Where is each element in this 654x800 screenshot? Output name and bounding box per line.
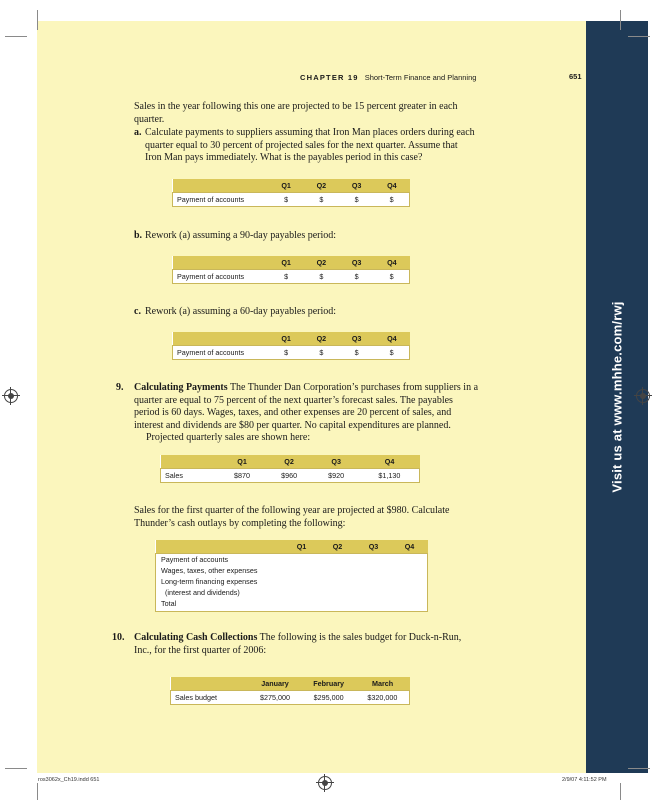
- outlay-row-label: Long-term financing expenses: [161, 577, 258, 586]
- q4-header: Q4: [387, 258, 397, 267]
- q4-header: Q4: [384, 457, 395, 466]
- q1-header: Q1: [281, 334, 291, 343]
- crop-mark: [5, 768, 27, 769]
- sales-row-label: Sales: [165, 471, 183, 480]
- registration-target-icon: [636, 389, 650, 403]
- answer-cell[interactable]: $: [389, 348, 394, 357]
- part-a-label: a.: [134, 127, 142, 138]
- answer-cell[interactable]: $: [319, 272, 324, 281]
- q4-header: Q4: [387, 334, 397, 343]
- sales-value: $870: [234, 471, 251, 480]
- q3-header: Q3: [351, 258, 362, 267]
- outlay-row-label: Payment of accounts: [161, 555, 229, 564]
- sales-value: $1,130: [378, 471, 401, 480]
- registration-target-icon: [4, 389, 18, 403]
- problem-10-body: The following is the sales budget for Duck-n-Run, Inc., for the first quarter of 2006:: [134, 632, 462, 656]
- q4-header: Q4: [387, 181, 397, 190]
- intro-paragraph: Sales in the year following this one are projected to be 15 percent greater in each quarter.: [134, 101, 458, 125]
- q1-header: Q1: [281, 181, 291, 190]
- crop-mark: [620, 783, 621, 800]
- problem-10-text: [134, 632, 479, 657]
- crop-mark: [628, 768, 650, 769]
- payments-table-c: [172, 332, 410, 360]
- problem-10-number: 10.: [112, 632, 125, 643]
- answer-cell[interactable]: $: [389, 195, 394, 204]
- part-c-text: Rework (a) assuming a 60-day payables period:: [145, 306, 337, 317]
- q2-header: Q2: [316, 181, 327, 190]
- slug-file: ros3062x_Ch19.indd 651: [38, 777, 100, 783]
- crop-mark: [628, 36, 650, 37]
- running-header: [300, 73, 476, 82]
- row-label: Payment of accounts: [177, 195, 245, 204]
- chapter-title: Short-Term Finance and Planning: [364, 73, 477, 82]
- answer-cell[interactable]: $: [319, 195, 324, 204]
- problem-9-title: Calculating Payments: [134, 382, 228, 393]
- crop-mark: [620, 10, 621, 30]
- q1-header: Q1: [281, 258, 291, 267]
- problem-9-number: 9.: [116, 382, 124, 393]
- budget-value: $275,000: [260, 693, 291, 702]
- row-label: Payment of accounts: [177, 348, 245, 357]
- slug-timestamp: 2/9/07 4:11:52 PM: [562, 777, 607, 783]
- part-b-label: b.: [134, 230, 143, 241]
- q2-header: Q2: [284, 457, 294, 466]
- problem-9-body: The Thunder Dan Corporation’s purchases from suppliers in a quarter are equal to 75 percent of the next quarter’s forecast sales. The payables period is 60 days. Wages, taxes, and other expenses are 20 percent of sales, and interest and dividends are $80 per quarter. No capital expenditures are planned.: [134, 382, 479, 431]
- answer-cell[interactable]: $: [354, 195, 359, 204]
- outlay-row-label: Wages, taxes, other expenses: [161, 566, 258, 575]
- page-number: 651: [569, 72, 582, 81]
- part-b-text: Rework (a) assuming a 90-day payables period:: [145, 230, 337, 241]
- q1-header: Q1: [296, 542, 307, 551]
- registration-target-icon: [318, 776, 332, 790]
- problem-9-projected-text: Projected quarterly sales are shown here:: [146, 432, 311, 443]
- q3-header: Q3: [351, 334, 362, 343]
- chapter-label: CHAPTER 19: [300, 73, 359, 82]
- sales-table: [160, 455, 420, 483]
- sales-value: $960: [281, 471, 298, 480]
- budget-row-label: Sales budget: [175, 693, 217, 702]
- answer-cell[interactable]: $: [284, 195, 289, 204]
- sales-budget-table: [170, 677, 410, 705]
- problem-9-followup: Sales for the first quarter of the following year are projected at $980. Calculate Thunder’s cash outlays by completing the following:: [134, 505, 450, 529]
- answer-cell[interactable]: $: [354, 348, 359, 357]
- problem-9-text: [134, 382, 479, 432]
- side-band-text: Visit us at www.mhhe.com/rwj: [609, 301, 625, 493]
- answer-cell[interactable]: $: [389, 272, 394, 281]
- q3-header: Q3: [331, 457, 341, 466]
- outlay-row-label: (interest and dividends): [165, 588, 240, 597]
- q3-header: Q3: [351, 181, 362, 190]
- crop-mark: [37, 10, 38, 30]
- february-header: February: [313, 679, 345, 688]
- cash-outlay-table: [155, 540, 428, 612]
- answer-cell[interactable]: $: [319, 348, 324, 357]
- march-header: March: [372, 679, 394, 688]
- row-label: Payment of accounts: [177, 272, 245, 281]
- crop-mark: [37, 783, 38, 800]
- q2-header: Q2: [316, 334, 327, 343]
- answer-cell[interactable]: $: [284, 348, 289, 357]
- part-c-label: c.: [134, 306, 141, 317]
- january-header: January: [261, 679, 289, 688]
- part-a-text: Calculate payments to suppliers assuming that Iron Man places orders during each quarter equal to 30 percent of projected sales for the next quarter. Assume that Iron Man pays immediately. What is the payables period in this case?: [145, 127, 475, 164]
- budget-value: $320,000: [367, 693, 398, 702]
- q3-header: Q3: [368, 542, 379, 551]
- sales-value: $920: [328, 471, 345, 480]
- payments-table-b: [172, 256, 410, 284]
- payments-table-a: [172, 179, 410, 207]
- answer-cell[interactable]: $: [284, 272, 289, 281]
- outlay-total-label: Total: [161, 599, 177, 608]
- problem-10-title: Calculating Cash Collections: [134, 632, 258, 643]
- q2-header: Q2: [332, 542, 343, 551]
- q2-header: Q2: [316, 258, 327, 267]
- q4-header: Q4: [404, 542, 415, 551]
- answer-cell[interactable]: $: [354, 272, 359, 281]
- budget-value: $295,000: [313, 693, 344, 702]
- crop-mark: [5, 36, 27, 37]
- q1-header: Q1: [237, 457, 247, 466]
